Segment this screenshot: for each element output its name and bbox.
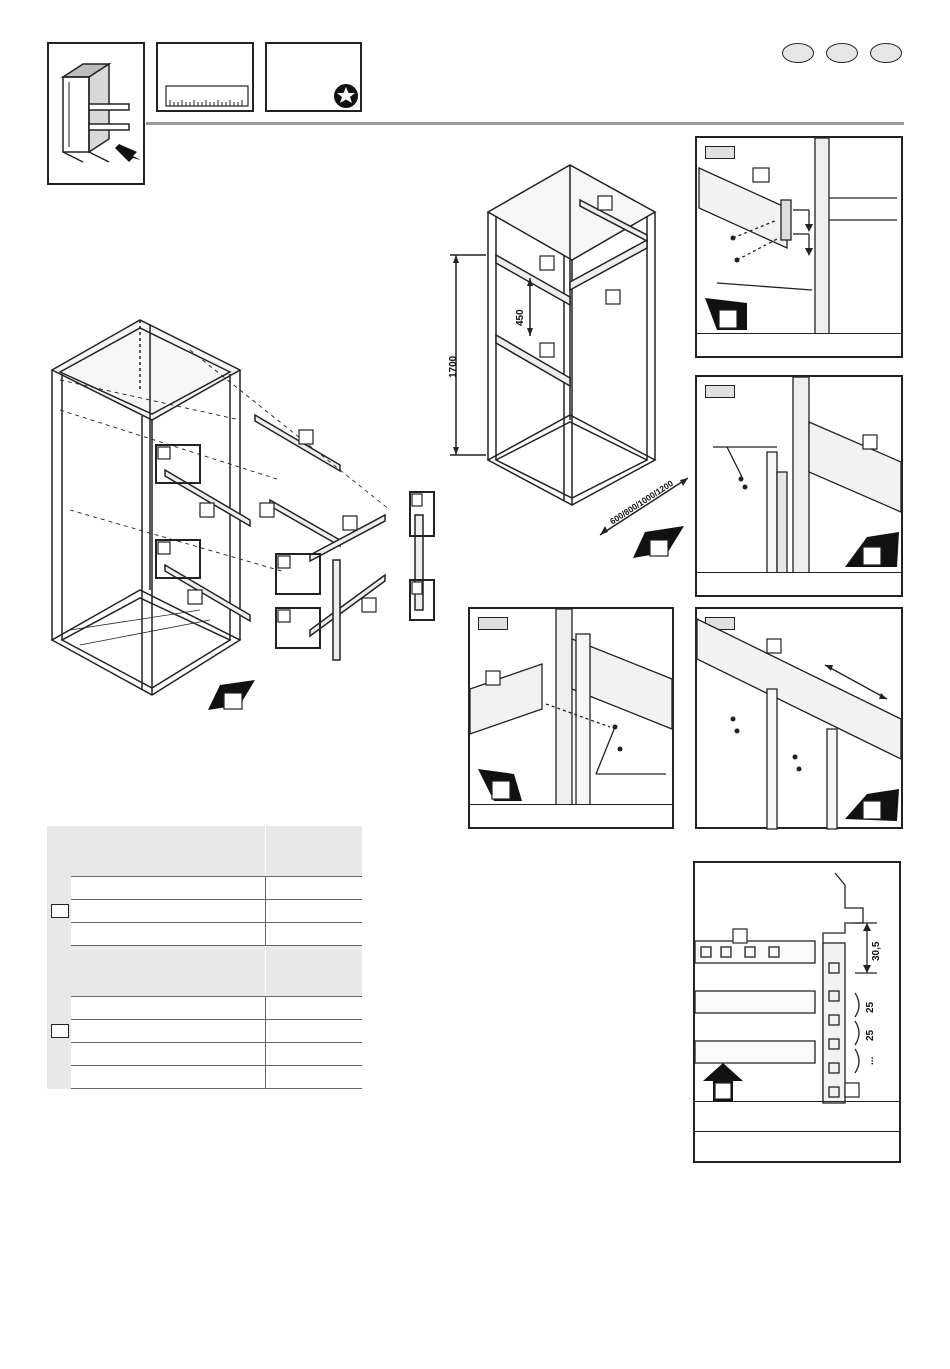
table-row xyxy=(47,877,362,900)
torx-icon xyxy=(267,44,364,114)
table-header-2 xyxy=(47,946,362,997)
language-oval-1[interactable] xyxy=(782,43,814,63)
dim-pitch-step-2: 25 xyxy=(865,1029,876,1041)
detail-panel-1 xyxy=(695,136,903,358)
table-row xyxy=(47,1066,362,1089)
panel-1-drawing xyxy=(697,138,901,334)
panel-5-caption-2 xyxy=(695,1131,899,1162)
table-row xyxy=(47,900,362,923)
detail-panel-3 xyxy=(468,607,674,829)
dim-height-1700: 1700 xyxy=(448,355,459,378)
table-header-1 xyxy=(47,826,362,877)
panel-5-caption-1 xyxy=(695,1101,899,1130)
panel-1-caption xyxy=(697,333,901,356)
exploded-rack-drawing xyxy=(40,310,440,720)
dim-pitch-step-1: 25 xyxy=(865,1001,876,1013)
table-row xyxy=(47,1020,362,1043)
rack-rail-icon xyxy=(49,44,147,187)
dim-widths: 600/800/1000/1200 xyxy=(608,478,675,527)
dim-pitch-more: ... xyxy=(865,1056,876,1065)
detail-panel-2 xyxy=(695,375,903,597)
header-rule xyxy=(146,122,904,125)
table-group-1-badge xyxy=(51,904,69,918)
detail-panel-5 xyxy=(693,861,901,1163)
product-icon-box xyxy=(47,42,145,185)
panel-2-caption xyxy=(697,572,901,595)
detail-panel-4 xyxy=(695,607,903,829)
spec-table xyxy=(47,826,362,1089)
measuring-tool-box xyxy=(156,42,254,112)
rack-dimension-drawing xyxy=(440,160,700,560)
table-row xyxy=(47,1043,362,1066)
dim-pitch-first: 30,5 xyxy=(871,941,882,961)
language-oval-3[interactable] xyxy=(870,43,902,63)
panel-5-drawing xyxy=(695,863,899,1103)
panel-4-drawing xyxy=(697,609,901,829)
tool-box xyxy=(265,42,362,112)
language-oval-2[interactable] xyxy=(826,43,858,63)
table-group-2-badge xyxy=(51,1024,69,1038)
dim-spacing-450: 450 xyxy=(515,309,526,326)
ruler-icon xyxy=(158,44,256,114)
panel-2-drawing xyxy=(697,377,901,573)
panel-3-drawing xyxy=(470,609,672,805)
table-row xyxy=(47,997,362,1020)
panel-3-caption xyxy=(470,804,672,827)
table-row xyxy=(47,923,362,946)
